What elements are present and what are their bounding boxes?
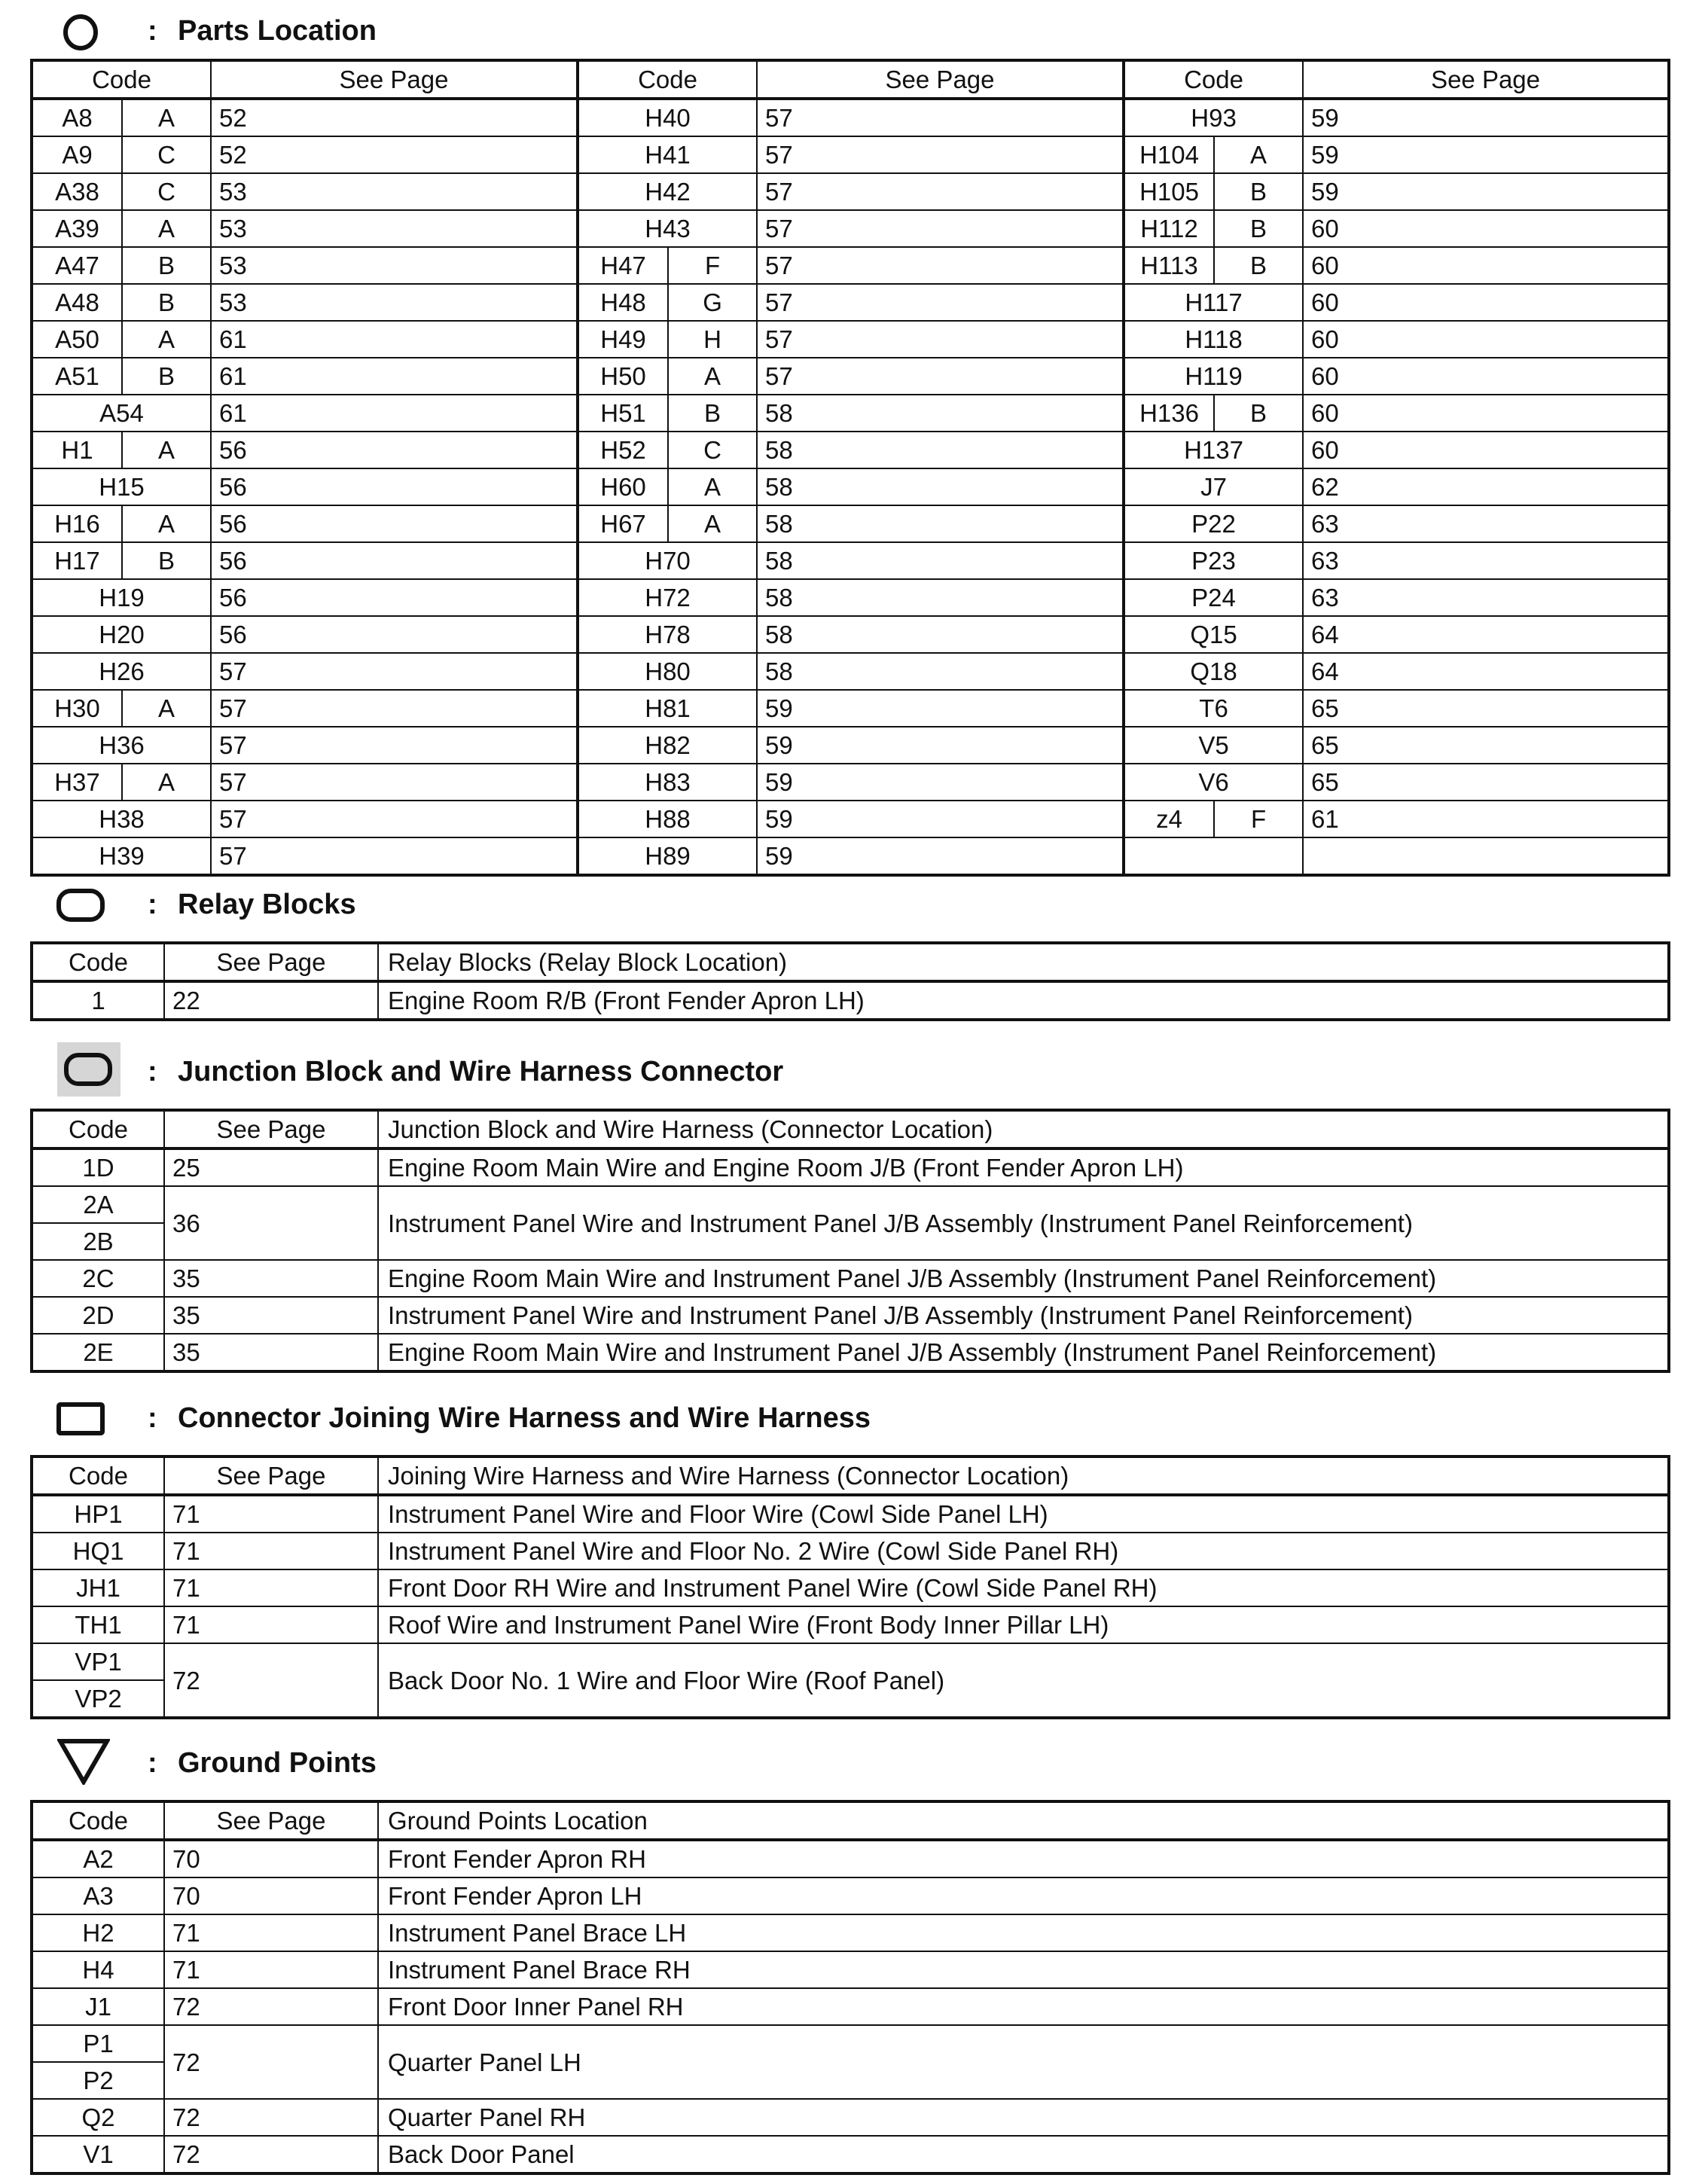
see-page-cell: 60 bbox=[1303, 358, 1669, 395]
table-row bbox=[32, 358, 1669, 395]
table-row bbox=[32, 505, 1669, 542]
table-row bbox=[32, 616, 1669, 653]
see-page-cell: 61 bbox=[211, 395, 578, 432]
table-row bbox=[32, 284, 1669, 321]
code-cell: TH1 bbox=[32, 1606, 164, 1643]
part-code-cell: H81 bbox=[578, 690, 757, 727]
see-page-cell: 58 bbox=[757, 653, 1124, 690]
see-page-cell: 60 bbox=[1303, 247, 1669, 284]
part-variant-cell: A bbox=[122, 432, 211, 468]
code-cell: HP1 bbox=[32, 1495, 164, 1533]
part-code-cell bbox=[1124, 837, 1303, 875]
part-variant-cell: B bbox=[122, 358, 211, 395]
see-page-cell: 57 bbox=[211, 653, 578, 690]
heading-colon: : bbox=[148, 889, 157, 920]
see-page-cell: 71 bbox=[164, 1606, 378, 1643]
part-code-cell: H104 bbox=[1124, 136, 1214, 173]
part-code-cell: H40 bbox=[578, 99, 757, 136]
see-page-cell: 56 bbox=[211, 542, 578, 579]
see-page-cell: 63 bbox=[1303, 542, 1669, 579]
part-code-cell: H119 bbox=[1124, 358, 1303, 395]
table-row bbox=[32, 1334, 1669, 1371]
code-cell: 2A bbox=[32, 1186, 164, 1223]
description-cell: Instrument Panel Brace LH bbox=[378, 1914, 1669, 1951]
part-variant-cell: A bbox=[122, 99, 211, 136]
header-see-page: See Page bbox=[164, 1457, 378, 1495]
part-variant-cell: B bbox=[1214, 247, 1303, 284]
part-variant-cell: A bbox=[122, 764, 211, 801]
table-row bbox=[32, 981, 1669, 1020]
part-code-cell: H112 bbox=[1124, 210, 1214, 247]
part-code-cell: H80 bbox=[578, 653, 757, 690]
see-page-cell: 71 bbox=[164, 1495, 378, 1533]
table-row bbox=[32, 1533, 1669, 1569]
part-variant-cell: A bbox=[668, 505, 757, 542]
see-page-cell: 57 bbox=[211, 837, 578, 875]
see-page-cell: 71 bbox=[164, 1914, 378, 1951]
square-symbol-icon bbox=[56, 1401, 105, 1437]
see-page-cell: 56 bbox=[211, 616, 578, 653]
part-variant-cell: B bbox=[122, 284, 211, 321]
part-code-cell: A48 bbox=[32, 284, 122, 321]
part-code-cell: H19 bbox=[32, 579, 211, 616]
description-cell: Back Door No. 1 Wire and Floor Wire (Roof Panel) bbox=[378, 1643, 1669, 1718]
part-code-cell: H41 bbox=[578, 136, 757, 173]
part-code-cell: Q18 bbox=[1124, 653, 1303, 690]
see-page-cell: 58 bbox=[757, 542, 1124, 579]
heading-colon: : bbox=[148, 1747, 157, 1779]
table-row bbox=[32, 1877, 1669, 1914]
part-code-cell: H93 bbox=[1124, 99, 1303, 136]
code-cell: 2B bbox=[32, 1223, 164, 1260]
part-code-cell: H113 bbox=[1124, 247, 1214, 284]
see-page-cell: 59 bbox=[757, 837, 1124, 875]
part-code-cell: H37 bbox=[32, 764, 122, 801]
see-page-cell: 72 bbox=[164, 2099, 378, 2136]
part-variant-cell: C bbox=[668, 432, 757, 468]
table-row bbox=[32, 690, 1669, 727]
table-row bbox=[32, 837, 1669, 875]
part-code-cell: P23 bbox=[1124, 542, 1303, 579]
part-code-cell: H52 bbox=[578, 432, 668, 468]
part-code-cell: H26 bbox=[32, 653, 211, 690]
table-row bbox=[32, 764, 1669, 801]
table-row bbox=[32, 1186, 1669, 1223]
code-cell: A2 bbox=[32, 1840, 164, 1877]
header-see-page: See Page bbox=[164, 1110, 378, 1148]
see-page-cell: 60 bbox=[1303, 321, 1669, 358]
heading-colon: : bbox=[148, 15, 157, 47]
part-code-cell: H16 bbox=[32, 505, 122, 542]
part-code-cell: H89 bbox=[578, 837, 757, 875]
table-row bbox=[32, 542, 1669, 579]
part-code-cell: Q15 bbox=[1124, 616, 1303, 653]
part-code-cell: H105 bbox=[1124, 173, 1214, 210]
see-page-cell: 70 bbox=[164, 1877, 378, 1914]
code-cell: H4 bbox=[32, 1951, 164, 1988]
see-page-cell: 53 bbox=[211, 284, 578, 321]
see-page-cell: 57 bbox=[211, 690, 578, 727]
parts-location-table bbox=[30, 59, 1670, 877]
section-title: Connector Joining Wire Harness and Wire Harness bbox=[178, 1402, 871, 1434]
see-page-cell: 59 bbox=[757, 801, 1124, 837]
header-code: Code bbox=[578, 60, 757, 99]
part-code-cell: H36 bbox=[32, 727, 211, 764]
table-row bbox=[32, 1643, 1669, 1680]
part-code-cell: H137 bbox=[1124, 432, 1303, 468]
part-code-cell: H67 bbox=[578, 505, 668, 542]
see-page-cell: 57 bbox=[757, 210, 1124, 247]
part-variant-cell: A bbox=[122, 690, 211, 727]
part-code-cell: H72 bbox=[578, 579, 757, 616]
part-code-cell: z4 bbox=[1124, 801, 1214, 837]
part-code-cell: H136 bbox=[1124, 395, 1214, 432]
code-cell: VP2 bbox=[32, 1680, 164, 1718]
part-code-cell: H43 bbox=[578, 210, 757, 247]
see-page-cell: 71 bbox=[164, 1533, 378, 1569]
see-page-cell: 62 bbox=[1303, 468, 1669, 505]
description-cell: Back Door Panel bbox=[378, 2136, 1669, 2173]
rounded-rect-symbol-icon bbox=[56, 887, 105, 923]
see-page-cell: 65 bbox=[1303, 727, 1669, 764]
part-code-cell: H20 bbox=[32, 616, 211, 653]
see-page-cell: 52 bbox=[211, 99, 578, 136]
part-code-cell: P22 bbox=[1124, 505, 1303, 542]
part-variant-cell: F bbox=[1214, 801, 1303, 837]
table-row bbox=[32, 1606, 1669, 1643]
part-code-cell: V6 bbox=[1124, 764, 1303, 801]
description-cell: Front Door Inner Panel RH bbox=[378, 1988, 1669, 2025]
code-cell: J1 bbox=[32, 1988, 164, 2025]
table-row bbox=[32, 1569, 1669, 1606]
connector-joining-table bbox=[30, 1455, 1670, 1719]
see-page-cell: 63 bbox=[1303, 505, 1669, 542]
header-see-page: See Page bbox=[211, 60, 578, 99]
code-cell: VP1 bbox=[32, 1643, 164, 1680]
relay-blocks-table bbox=[30, 941, 1670, 1021]
table-row bbox=[32, 1988, 1669, 2025]
table-row bbox=[32, 2025, 1669, 2062]
see-page-cell: 35 bbox=[164, 1297, 378, 1334]
see-page-cell: 58 bbox=[757, 579, 1124, 616]
triangle-symbol-icon bbox=[57, 1738, 110, 1785]
see-page-cell: 53 bbox=[211, 247, 578, 284]
header-code: Code bbox=[1124, 60, 1303, 99]
header-code: Code bbox=[32, 60, 211, 99]
see-page-cell: 56 bbox=[211, 432, 578, 468]
code-cell: P1 bbox=[32, 2025, 164, 2062]
section-title: Junction Block and Wire Harness Connector bbox=[178, 1056, 784, 1087]
shaded-rounded-rect-symbol-icon bbox=[63, 1051, 113, 1087]
part-code-cell: H49 bbox=[578, 321, 668, 358]
code-cell: A3 bbox=[32, 1877, 164, 1914]
see-page-cell: 70 bbox=[164, 1840, 378, 1877]
header-row bbox=[32, 1110, 1669, 1148]
see-page-cell: 59 bbox=[1303, 173, 1669, 210]
description-cell: Front Fender Apron RH bbox=[378, 1840, 1669, 1877]
header-code: Code bbox=[32, 943, 164, 981]
section-title: Ground Points bbox=[178, 1747, 377, 1779]
part-code-cell: H51 bbox=[578, 395, 668, 432]
see-page-cell: 63 bbox=[1303, 579, 1669, 616]
part-code-cell: H83 bbox=[578, 764, 757, 801]
part-code-cell: A47 bbox=[32, 247, 122, 284]
part-code-cell: H15 bbox=[32, 468, 211, 505]
header-see-page: See Page bbox=[164, 1801, 378, 1840]
table-row bbox=[32, 468, 1669, 505]
table-row bbox=[32, 99, 1669, 136]
header-description: Joining Wire Harness and Wire Harness (Connector Location) bbox=[378, 1457, 1669, 1495]
table-row bbox=[32, 321, 1669, 358]
see-page-cell: 72 bbox=[164, 2136, 378, 2173]
see-page-cell: 72 bbox=[164, 1643, 378, 1718]
part-variant-cell: A bbox=[1214, 136, 1303, 173]
table-row bbox=[32, 1840, 1669, 1877]
section-title: Parts Location bbox=[178, 15, 377, 47]
see-page-cell: 60 bbox=[1303, 395, 1669, 432]
see-page-cell bbox=[1303, 837, 1669, 875]
header-row bbox=[32, 1801, 1669, 1840]
description-cell: Engine Room Main Wire and Engine Room J/B (Front Fender Apron LH) bbox=[378, 1148, 1669, 1186]
part-code-cell: H78 bbox=[578, 616, 757, 653]
see-page-cell: 60 bbox=[1303, 284, 1669, 321]
part-code-cell: H60 bbox=[578, 468, 668, 505]
part-code-cell: H82 bbox=[578, 727, 757, 764]
see-page-cell: 53 bbox=[211, 210, 578, 247]
description-cell: Instrument Panel Brace RH bbox=[378, 1951, 1669, 1988]
table-row bbox=[32, 1148, 1669, 1186]
see-page-cell: 65 bbox=[1303, 764, 1669, 801]
see-page-cell: 61 bbox=[1303, 801, 1669, 837]
code-cell: JH1 bbox=[32, 1569, 164, 1606]
description-cell: Instrument Panel Wire and Floor No. 2 Wire (Cowl Side Panel RH) bbox=[378, 1533, 1669, 1569]
table-row bbox=[32, 395, 1669, 432]
part-code-cell: H50 bbox=[578, 358, 668, 395]
see-page-cell: 57 bbox=[757, 247, 1124, 284]
junction-block-table bbox=[30, 1109, 1670, 1373]
see-page-cell: 56 bbox=[211, 579, 578, 616]
part-code-cell: H47 bbox=[578, 247, 668, 284]
part-variant-cell: B bbox=[1214, 173, 1303, 210]
circle-symbol-icon bbox=[62, 14, 99, 51]
table-row bbox=[32, 1914, 1669, 1951]
part-code-cell: H117 bbox=[1124, 284, 1303, 321]
code-cell: H2 bbox=[32, 1914, 164, 1951]
part-code-cell: A39 bbox=[32, 210, 122, 247]
see-page-cell: 35 bbox=[164, 1260, 378, 1297]
description-cell: Engine Room R/B (Front Fender Apron LH) bbox=[378, 981, 1669, 1020]
part-variant-cell: A bbox=[668, 468, 757, 505]
see-page-cell: 59 bbox=[757, 764, 1124, 801]
part-code-cell: T6 bbox=[1124, 690, 1303, 727]
code-cell: 2E bbox=[32, 1334, 164, 1371]
see-page-cell: 58 bbox=[757, 616, 1124, 653]
header-code: Code bbox=[32, 1801, 164, 1840]
see-page-cell: 60 bbox=[1303, 210, 1669, 247]
part-code-cell: H1 bbox=[32, 432, 122, 468]
code-cell: 1D bbox=[32, 1148, 164, 1186]
see-page-cell: 35 bbox=[164, 1334, 378, 1371]
ground-points-table bbox=[30, 1800, 1670, 2175]
part-variant-cell: B bbox=[668, 395, 757, 432]
header-description: Ground Points Location bbox=[378, 1801, 1669, 1840]
code-cell: 1 bbox=[32, 981, 164, 1020]
part-variant-cell: G bbox=[668, 284, 757, 321]
part-code-cell: A51 bbox=[32, 358, 122, 395]
table-row bbox=[32, 173, 1669, 210]
see-page-cell: 57 bbox=[211, 801, 578, 837]
description-cell: Instrument Panel Wire and Instrument Panel J/B Assembly (Instrument Panel Reinforcement) bbox=[378, 1186, 1669, 1260]
description-cell: Front Fender Apron LH bbox=[378, 1877, 1669, 1914]
part-variant-cell: A bbox=[122, 321, 211, 358]
see-page-cell: 58 bbox=[757, 468, 1124, 505]
part-variant-cell: B bbox=[122, 247, 211, 284]
description-cell: Engine Room Main Wire and Instrument Panel J/B Assembly (Instrument Panel Reinforcement) bbox=[378, 1334, 1669, 1371]
see-page-cell: 53 bbox=[211, 173, 578, 210]
part-variant-cell: C bbox=[122, 136, 211, 173]
part-code-cell: A38 bbox=[32, 173, 122, 210]
part-variant-cell: B bbox=[1214, 210, 1303, 247]
description-cell: Instrument Panel Wire and Floor Wire (Cowl Side Panel LH) bbox=[378, 1495, 1669, 1533]
section-title: Relay Blocks bbox=[178, 889, 356, 920]
part-variant-cell: A bbox=[122, 210, 211, 247]
description-cell: Engine Room Main Wire and Instrument Panel J/B Assembly (Instrument Panel Reinforcement) bbox=[378, 1260, 1669, 1297]
see-page-cell: 36 bbox=[164, 1186, 378, 1260]
part-variant-cell: B bbox=[122, 542, 211, 579]
see-page-cell: 58 bbox=[757, 432, 1124, 468]
description-cell: Instrument Panel Wire and Instrument Panel J/B Assembly (Instrument Panel Reinforcement) bbox=[378, 1297, 1669, 1334]
see-page-cell: 61 bbox=[211, 321, 578, 358]
heading-colon: : bbox=[148, 1402, 157, 1434]
description-cell: Front Door RH Wire and Instrument Panel Wire (Cowl Side Panel RH) bbox=[378, 1569, 1669, 1606]
see-page-cell: 71 bbox=[164, 1569, 378, 1606]
see-page-cell: 71 bbox=[164, 1951, 378, 1988]
header-see-page: See Page bbox=[1303, 60, 1669, 99]
part-variant-cell: B bbox=[1214, 395, 1303, 432]
see-page-cell: 57 bbox=[211, 727, 578, 764]
see-page-cell: 57 bbox=[757, 358, 1124, 395]
see-page-cell: 58 bbox=[757, 395, 1124, 432]
table-row bbox=[32, 1951, 1669, 1988]
description-cell: Quarter Panel LH bbox=[378, 2025, 1669, 2099]
table-row bbox=[32, 2136, 1669, 2173]
code-cell: V1 bbox=[32, 2136, 164, 2173]
part-code-cell: H88 bbox=[578, 801, 757, 837]
see-page-cell: 59 bbox=[757, 727, 1124, 764]
part-code-cell: J7 bbox=[1124, 468, 1303, 505]
table-row bbox=[32, 1260, 1669, 1297]
header-code: Code bbox=[32, 1457, 164, 1495]
part-code-cell: H30 bbox=[32, 690, 122, 727]
header-description: Relay Blocks (Relay Block Location) bbox=[378, 943, 1669, 981]
see-page-cell: 52 bbox=[211, 136, 578, 173]
table-row bbox=[32, 727, 1669, 764]
part-code-cell: H48 bbox=[578, 284, 668, 321]
see-page-cell: 57 bbox=[757, 173, 1124, 210]
part-code-cell: V5 bbox=[1124, 727, 1303, 764]
see-page-cell: 56 bbox=[211, 468, 578, 505]
see-page-cell: 22 bbox=[164, 981, 378, 1020]
see-page-cell: 57 bbox=[757, 99, 1124, 136]
table-row bbox=[32, 653, 1669, 690]
part-code-cell: H38 bbox=[32, 801, 211, 837]
see-page-cell: 57 bbox=[757, 136, 1124, 173]
see-page-cell: 59 bbox=[1303, 99, 1669, 136]
code-cell: Q2 bbox=[32, 2099, 164, 2136]
part-code-cell: H118 bbox=[1124, 321, 1303, 358]
code-cell: P2 bbox=[32, 2062, 164, 2099]
see-page-cell: 57 bbox=[757, 284, 1124, 321]
code-cell: 2D bbox=[32, 1297, 164, 1334]
see-page-cell: 59 bbox=[757, 690, 1124, 727]
part-code-cell: A8 bbox=[32, 99, 122, 136]
part-code-cell: H70 bbox=[578, 542, 757, 579]
part-variant-cell: F bbox=[668, 247, 757, 284]
see-page-cell: 72 bbox=[164, 1988, 378, 2025]
heading-colon: : bbox=[148, 1056, 157, 1087]
part-code-cell: A54 bbox=[32, 395, 211, 432]
table-row bbox=[32, 2099, 1669, 2136]
header-description: Junction Block and Wire Harness (Connector Location) bbox=[378, 1110, 1669, 1148]
table-row bbox=[32, 210, 1669, 247]
part-code-cell: H42 bbox=[578, 173, 757, 210]
part-code-cell: A50 bbox=[32, 321, 122, 358]
part-variant-cell: H bbox=[668, 321, 757, 358]
header-see-page: See Page bbox=[757, 60, 1124, 99]
part-code-cell: H17 bbox=[32, 542, 122, 579]
table-row bbox=[32, 136, 1669, 173]
see-page-cell: 56 bbox=[211, 505, 578, 542]
description-cell: Quarter Panel RH bbox=[378, 2099, 1669, 2136]
see-page-cell: 25 bbox=[164, 1148, 378, 1186]
see-page-cell: 64 bbox=[1303, 653, 1669, 690]
part-code-cell: P24 bbox=[1124, 579, 1303, 616]
see-page-cell: 57 bbox=[757, 321, 1124, 358]
part-variant-cell: A bbox=[122, 505, 211, 542]
table-row bbox=[32, 579, 1669, 616]
table-row bbox=[32, 247, 1669, 284]
see-page-cell: 57 bbox=[211, 764, 578, 801]
table-row bbox=[32, 432, 1669, 468]
table-row bbox=[32, 801, 1669, 837]
part-variant-cell: A bbox=[668, 358, 757, 395]
see-page-cell: 61 bbox=[211, 358, 578, 395]
header-row bbox=[32, 1457, 1669, 1495]
see-page-cell: 65 bbox=[1303, 690, 1669, 727]
table-row bbox=[32, 1495, 1669, 1533]
header-see-page: See Page bbox=[164, 943, 378, 981]
part-variant-cell: C bbox=[122, 173, 211, 210]
see-page-cell: 58 bbox=[757, 505, 1124, 542]
see-page-cell: 72 bbox=[164, 2025, 378, 2099]
code-cell: 2C bbox=[32, 1260, 164, 1297]
header-row bbox=[32, 943, 1669, 981]
part-code-cell: H39 bbox=[32, 837, 211, 875]
part-code-cell: A9 bbox=[32, 136, 122, 173]
see-page-cell: 59 bbox=[1303, 136, 1669, 173]
table-row bbox=[32, 1297, 1669, 1334]
see-page-cell: 60 bbox=[1303, 432, 1669, 468]
see-page-cell: 64 bbox=[1303, 616, 1669, 653]
header-code: Code bbox=[32, 1110, 164, 1148]
description-cell: Roof Wire and Instrument Panel Wire (Front Body Inner Pillar LH) bbox=[378, 1606, 1669, 1643]
code-cell: HQ1 bbox=[32, 1533, 164, 1569]
